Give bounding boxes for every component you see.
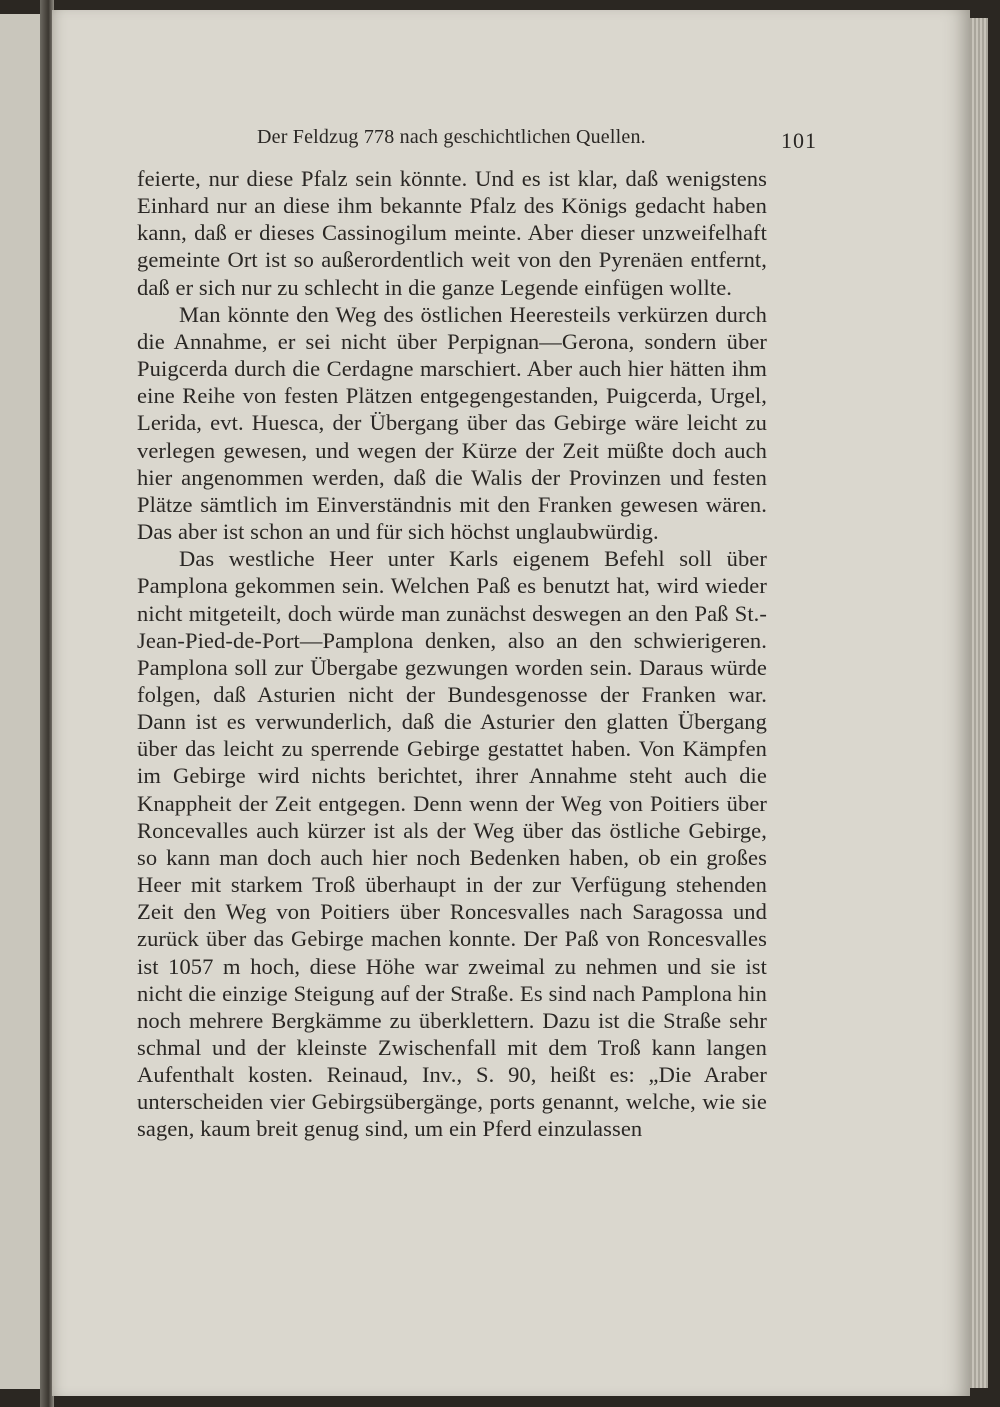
paragraph: Man könnte den Weg des östlichen Heeresteils verkürzen durch die Annahme, er sei nicht über Perpignan—Gerona, sondern über Puigcerda durch die Cerdagne marschiert. Aber auch hier hätten ihm eine Reihe von festen Plätzen entgegengestanden, Puigcerda, Urgel, Lerida, evt. Huesca, der Übergang über das Gebirge wäre leicht zu verlegen gewesen, und wegen der Kürze der Zeit müßte doch auch hier angenommen werden, daß die Walis der Provinzen und festen Plätze sämtlich im Einverständnis mit den Franken gewesen wären. Das aber ist schon an und für sich höchst unglaubwürdig. [137, 301, 767, 545]
paragraph-continued: feierte, nur diese Pfalz sein könnte. Und es ist klar, daß wenigstens Einhard nur an diese ihm bekannte Pfalz des Königs gedacht haben kann, daß er dieses Cassinogilum meinte. Aber dieser unzweifelhaft gemeinte Ort ist so außerordentlich weit von den Pyrenäen entfernt, daß er sich nur zu schlecht in die ganze Legende einfügen wollte. [137, 166, 767, 300]
page-number: 101 [781, 128, 817, 153]
paragraph: Das westliche Heer unter Karls eigenem Befehl soll über Pamplona gekommen sein. Welchen Paß es benutzt hat, wird wieder nicht mitgeteilt, doch würde man zunächst deswegen an den Paß St.-Jean-Pied-de-Port—Pamplona denken, also an den schwierigeren. Pamplona soll zur Übergabe gezwungen worden sein. Daraus würde folgen, daß Asturien nicht der Bundesgenosse der Franken war. Dann ist es verwunderlich, daß die Asturier den glatten Übergang über das leicht zu sperrende Gebirge gestattet haben. Von Kämpfen im Gebirge wird nichts berichtet, ihrer Annahme steht auch die Knappheit der Zeit entgegen. Denn wenn der Weg von Poitiers über Roncevalles auch kürzer ist als der Weg über das östliche Gebirge, so kann man doch auch hier noch Bedenken haben, ob ein großes Heer mit starkem Troß überhaupt in der zur Verfügung stehenden Zeit den Weg von Poitiers über Roncesvalles nach Saragossa und zurück über das Gebirge machen konnte. Der Paß von Roncesvalles ist 1057 m hoch, diese Höhe war zweimal zu nehmen und sie ist nicht die einzige Steigung auf der Straße. Es sind nach Pamplona hin noch mehrere Bergkämme zu überklettern. Dazu ist die Straße sehr schmal und der kleinste Zwischenfall mit dem Troß kann langen Aufenthalt kosten. Reinaud, Inv., S. 90, heißt es: „Die Araber unterscheiden vier Gebirgsübergänge, ports genannt, welche, wie sie sagen, kaum breit genug sind, um ein Pferd einzulassen [137, 546, 767, 1142]
body-text [137, 165, 767, 1143]
page-stack-edge [970, 18, 988, 1388]
running-header [257, 124, 817, 154]
previous-page-edge [0, 14, 40, 1389]
book-page [52, 10, 970, 1396]
running-title: Der Feldzug 778 nach geschichtlichen Quellen. [257, 126, 646, 148]
